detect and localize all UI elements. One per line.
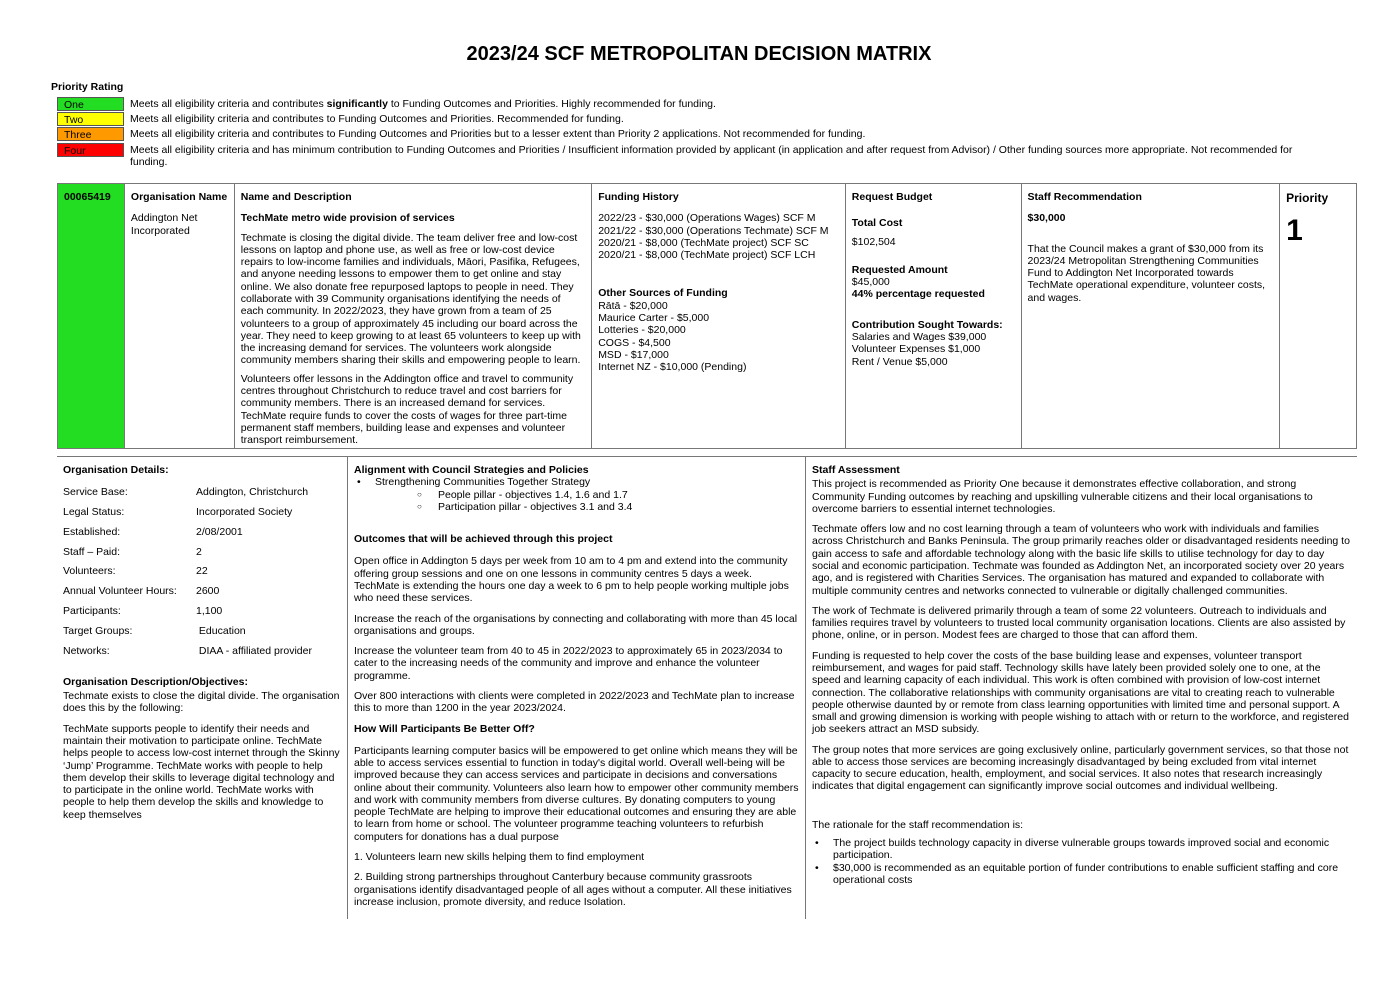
contribution-item: Rent / Venue $5,000 (851, 355, 948, 368)
application-table (57, 183, 1357, 449)
total-cost-value: $102,504 (851, 235, 896, 248)
detail-row: Established: 2/08/2001 (63, 525, 243, 538)
other-source-item: Internet NZ - $10,000 (Pending) (598, 361, 747, 374)
contribution-item: Volunteer Expenses $1,000 (851, 343, 981, 356)
project-title: TechMate metro wide provision of services (240, 212, 455, 225)
better-off-item: 1. Volunteers learn new skills helping them to find employment (354, 851, 645, 864)
priority-desc-one: Meets all eligibility criteria and contributes significantly to Funding Outcomes and Priorities. Highly recommended for funding. (130, 98, 716, 110)
detail-row: Participants: 1,100 (63, 604, 223, 617)
outcomes-header: Outcomes that will be achieved through this project (354, 533, 613, 546)
assessment-paragraph: The group notes that more services are going exclusively online, particularly government services, so that those not able to access those services are becoming increasingly disadvantaged by being excluded from vital internet capacity to secure education, health, employment, and social services. It also notes that research increasingly indicates that digital engagement can significantly improve social outcomes and individual wellbeing. (812, 743, 1349, 793)
application-id-cell (58, 184, 125, 448)
page-title: 2023/24 SCF METROPOLITAN DECISION MATRIX (466, 43, 932, 65)
assessment-paragraph: The work of Techmate is delivered primarily through a team of some 22 volunteers. Outreach to individuals and families requires travel by volunteers to trusted local community organisation locations. Clients are also assisted by phone, online, or in person. Modest fees are charged to those that can afford them. (812, 604, 1346, 642)
better-off-header: How Will Participants Be Better Off? (354, 722, 535, 735)
organisation-details-header: Organisation Details: (63, 464, 169, 476)
application-id: 00065419 (64, 191, 111, 203)
detail-row: Networks: DIAA - affiliated provider (63, 644, 312, 657)
pillar-list (354, 489, 799, 514)
organisation-header: Organisation Name (130, 191, 228, 203)
detail-row: Service Base: Addington, Christchurch (63, 486, 309, 499)
priority-row-two (57, 112, 1304, 126)
organisation-cell (125, 184, 235, 448)
rationale-item: • The project builds technology capacity in diverse vulnerable groups towards improved social and economic participation. (812, 837, 1351, 862)
organisation-description-header: Organisation Description/Objectives: (63, 675, 248, 688)
priority-swatch-two: Two (57, 112, 124, 126)
assessment-paragraph: Techmate offers low and no cost learning through a team of volunteers who work with individuals and families across Christchurch and Banks Peninsula. The group primarily reaches older or disadvantaged residents needing to gain access to safe and affordable technology along with the basic life skills to utilise technology for day to day social and economic participation. Techmate was founded as Addington Net, an incorporated society over 20 years ago, and is registered with Charities Services. The organisation has matured and expanded to collaborate with multiple community centres and networks connected to vulnerable or digitally challenged communities. (812, 523, 1350, 597)
rationale-list (812, 837, 1351, 886)
organisation-name: Addington Net Incorporated (130, 212, 198, 237)
staff-recommendation-text: That the Council makes a grant of $30,000 from its 2023/24 Metropolitan Strengthening Communities Fund to Addington Net Incorporated towards TechMate operational expenditure, volunteer costs, and wages. (1027, 242, 1266, 304)
funding-history-item: 2020/21 - $8,000 (TechMate project) SCF LCH (598, 249, 816, 262)
detail-row: Staff – Paid: 2 (63, 545, 202, 558)
other-source-item: Maurice Carter - $5,000 (598, 311, 710, 324)
funding-history-header: Funding History (598, 191, 679, 203)
staff-recommendation-header: Staff Recommendation (1027, 191, 1142, 203)
priority-row-three (57, 127, 1304, 141)
priority-swatch-one: One (57, 97, 124, 111)
priority-swatch-four: Four (57, 143, 124, 157)
name-description-header: Name and Description (240, 191, 352, 203)
total-cost-label: Total Cost (851, 217, 903, 230)
organisation-details-panel (57, 457, 348, 919)
percentage-requested: 44% percentage requested (851, 288, 985, 301)
priority-row-one (57, 97, 1304, 111)
priority-desc-four: Meets all eligibility criteria and has minimum contribution to Funding Outcomes and Priorities / Insufficient information provided by applicant (in application and after request from Advisor) / Other funding sources more appropriate. Not recommended for funding. (130, 144, 1293, 168)
detail-row: Target Groups: Education (63, 624, 246, 637)
detail-row: Annual Volunteer Hours: 2600 (63, 585, 220, 598)
requested-amount-label: Requested Amount (851, 263, 948, 276)
priority-desc-two: Meets all eligibility criteria and contributes to Funding Outcomes and Priorities. Recommended for funding. (130, 113, 624, 125)
contribution-item: Salaries and Wages $39,000 (851, 330, 987, 343)
priority-rating-title: Priority Rating (51, 81, 124, 93)
other-source-item: Rātā - $20,000 (598, 299, 668, 312)
outcome-item: Increase the volunteer team from 40 to 45 in 2022/2023 to approximately 65 in 2023/2034 to cater to the increasing needs of the community and improve and enhance the volunteer programme. (354, 645, 783, 682)
name-description-cell (235, 184, 592, 448)
rationale-item: • $30,000 is recommended as an equitable portion of funder contributions to enable sufficient staffing and core operational costs (812, 862, 1351, 887)
other-source-item: COGS - $4,500 (598, 336, 671, 349)
alignment-panel (348, 457, 806, 919)
outcome-item: Open office in Addington 5 days per week from 10 am to 4 pm and extend into the community offering group sessions and one on one lessons in community centres 5 days a week. TechMate is extending the hours one day a week to 6 pm to help people working multiple jobs who need these services. (354, 555, 789, 605)
request-budget-cell (846, 184, 1022, 448)
project-description-1: Techmate is closing the digital divide. The team deliver free and low-cost lessons on laptop and phone use, as well as free or low-cost device repairs to low-income families and individuals, Māori, Pasifika, Refugees, and anyone needing lessons to empower them to get online and stay online. We also donate free repurposed laptops to people in need. They collaborate with 39 Community organisations identifying the needs of each community. In 2022/2023, they have grown from a team of 25 volunteers to a group of approximately 45 including our board across the year. They need to keep growing to at least 65 volunteers to keep up with the increasing demand for services. The volunteers work alongside community members sharing their skills and empowering people to learn. (240, 231, 581, 367)
funding-history-item: 2021/22 - $30,000 (Operations Techmate) SCF M (598, 224, 829, 237)
outcome-item: Increase the reach of the organisations by connecting and collaborating with more than 45 local organisations and groups. (354, 612, 798, 637)
pillar-item: ○ People pillar - objectives 1.4, 1.6 and 1.7 (354, 489, 799, 501)
pillar-item: ○ Participation pillar - objectives 3.1 and 3.4 (354, 501, 799, 513)
strategy-list (354, 476, 799, 488)
priority-row-four (57, 143, 1304, 168)
requested-amount-value: $45,000 (851, 276, 890, 289)
priority-header: Priority (1286, 191, 1329, 205)
detail-row: Legal Status: Incorporated Society (63, 506, 293, 519)
priority-desc-three: Meets all eligibility criteria and contributes to Funding Outcomes and Priorities but to a lesser extent than Priority 2 applications. Not recommended for funding. (130, 128, 866, 140)
priority-swatch-three: Three (57, 127, 124, 141)
staff-recommendation-cell (1022, 184, 1281, 448)
staff-assessment-header: Staff Assessment (812, 464, 900, 476)
priority-value: 1 (1286, 214, 1303, 248)
assessment-paragraph: Funding is requested to help cover the costs of the base building lease and expenses, volunteer transport reimbursement, and wages for paid staff. Technology skills have lately been provided solely one to one, at the speed and learning capacity of each individual. This work is often combined with provision of low-cost internet connection. The collaborative relationships with community organisations are vital to creating reach to vulnerable people otherwise daunted by or remote from class learning opportunities with limited time and personal support. A small and growing dimension is working with people wishing to attach with or return to the workforce, and registered job seekers attract an MSD subsidy. (812, 649, 1349, 736)
funding-history-item: 2022/23 - $30,000 (Operations Wages) SCF M (598, 212, 816, 225)
assessment-paragraph: This project is recommended as Priority One because it demonstrates effective collaboration, and strong Community Funding outcomes by reaching and upskilling vulnerable citizens and their local organisations to overcome barriers to essential internet technologies. (812, 478, 1313, 515)
better-off-item: Participants learning computer basics will be empowered to get online which means they will be able to access services essential to function in today's digital world. Overall well-being will be improved because they can access services and participate in decisions and conversations online about their community. Volunteers also learn how to empower other community members and work with community members from diverse cultures. By donating computers to young people TechMate are helping to improve their educational outcomes and ensuring they are able to learn from home or school. The volunteer programme teaching volunteers to refurbish computers for donations has a dual purpose (354, 744, 799, 843)
rationale-intro: The rationale for the staff recommendation is: (812, 818, 1024, 831)
organisation-description-1: Techmate exists to close the digital divide. The organisation does this by the following: (63, 690, 340, 715)
other-sources-header: Other Sources of Funding (598, 287, 728, 300)
funding-history-item: 2020/21 - $8,000 (TechMate project) SCF SC (598, 236, 809, 249)
other-source-item: MSD - $17,000 (598, 348, 669, 361)
better-off-item: 2. Building strong partnerships throughout Canterbury because community grassroots organisations identify disadvantaged people of all ages without a computer. All these initiatives increase inclusion, promote diversity, and reduce Isolation. (354, 871, 792, 908)
staff-assessment-panel (806, 457, 1357, 919)
outcome-item: Over 800 interactions with clients were completed in 2022/2023 and TechMate plan to increase this to more than 1200 in the year 2023/2024. (354, 689, 795, 715)
funding-history-cell (592, 184, 846, 448)
alignment-header: Alignment with Council Strategies and Policies (354, 464, 589, 476)
details-section (57, 457, 1357, 919)
strategy-item: • Strengthening Communities Together Strategy (354, 476, 799, 488)
detail-row: Volunteers: 22 (63, 565, 208, 578)
other-source-item: Lotteries - $20,000 (598, 324, 686, 337)
staff-recommendation-amount: $30,000 (1027, 212, 1066, 225)
organisation-description-2: TechMate supports people to identify their needs and maintain their motivation to participate online. TechMate helps people to access low-cost internet through the Skinny ‘Jump’ Programme. TechMate works with people to help them develop their skills to leverage digital technology and to participate in the online world. TechMate works with people to help them develop the skills and knowledge to keep themselves (63, 722, 340, 821)
project-description-2: Volunteers offer lessons in the Addington office and travel to community centres throughout Christchurch to reduce travel and cost barriers for community members. There is an increased demand for services. TechMate require funds to cover the costs of wages for three part-time permanent staff members, building lease and expenses and volunteer transport reimbursement. (240, 372, 574, 447)
request-budget-header: Request Budget (851, 191, 933, 203)
priority-cell (1280, 184, 1356, 448)
contribution-label: Contribution Sought Towards: (851, 318, 1003, 331)
